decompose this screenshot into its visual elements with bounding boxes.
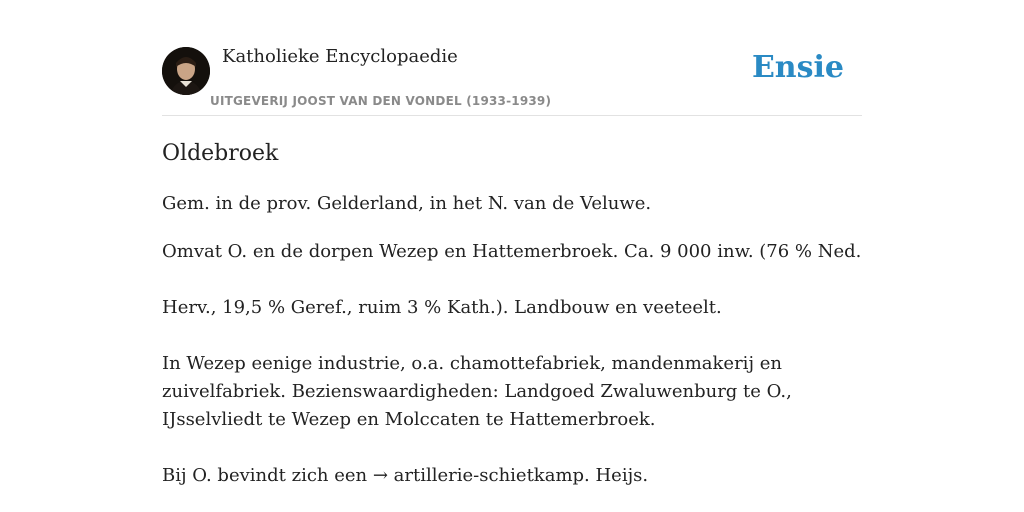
article — [162, 138, 862, 512]
site-title[interactable]: Katholieke Encyclopaedie — [222, 46, 458, 67]
portrait-icon — [162, 47, 210, 95]
publisher-name: UITGEVERIJ JOOST VAN DEN VONDEL (1933-1939) — [210, 94, 552, 108]
site-header — [162, 40, 862, 116]
publisher-avatar[interactable] — [162, 47, 210, 95]
article-paragraph: Omvat O. en de dorpen Wezep en Hattemerbroek. Ca. 9 000 inw. (76 % Ned. — [162, 241, 862, 262]
article-title: Oldebroek — [162, 141, 279, 166]
article-paragraph: Herv., 19,5 % Geref., ruim 3 % Kath.). Landbouw en veeteelt. — [162, 297, 722, 318]
article-paragraph: In Wezep eenige industrie, o.a. chamottefabriek, mandenmakerij en zuivelfabriek. Bezienswaardigheden: Landgoed Zwaluwenburg te O., IJsselvliedt te Wezep en Molccaten te Hattemerbroek. — [162, 353, 792, 430]
ensie-logo[interactable]: Ensie — [751, 50, 844, 85]
article-paragraph: Bij O. bevindt zich een → artillerie-schietkamp. Heijs. — [162, 465, 649, 486]
article-lead: Gem. in de prov. Gelderland, in het N. van de Veluwe. — [162, 193, 652, 214]
